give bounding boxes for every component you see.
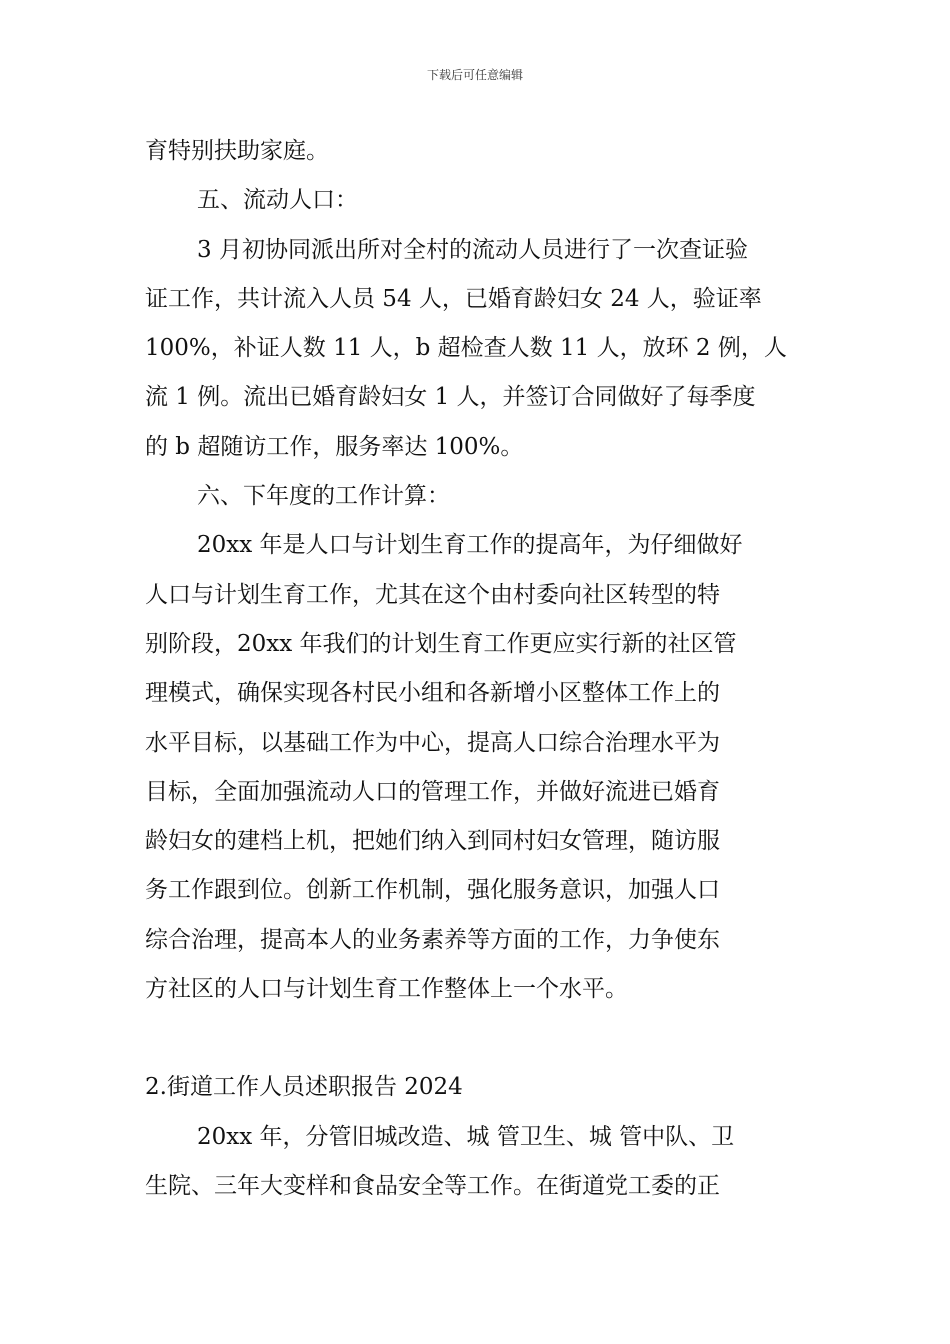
document-body (145, 127, 810, 1211)
text-line: 的 b 超随访工作，服务率达 100%。 (145, 433, 524, 460)
text-line: 综合治理，提高本人的业务素养等方面的工作，力争使东 (145, 926, 720, 953)
text-line: 人口与计划生育工作，尤其在这个由村委向社区转型的特 (145, 581, 720, 608)
text-line: 水平目标，以基础工作为中心，提高人口综合治理水平为 (145, 729, 720, 756)
text-line: 理模式，确保实现各村民小组和各新增小区整体工作上的 (145, 680, 720, 707)
text-line: 目标，全面加强流动人口的管理工作，并做好流进已婚育 (145, 778, 720, 805)
text-line: 证工作，共计流入人员 54 人，已婚育龄妇女 24 人，验证率 (145, 285, 762, 312)
section2-heading: 2.街道工作人员述职报告 2024 (145, 1074, 463, 1101)
text-line: 20xx 年，分管旧城改造、城 管卫生、城 管中队、卫 (197, 1123, 735, 1150)
section-heading-6: 六、下年度的工作计算： (197, 483, 450, 510)
text-line: 生院、三年大变样和食品安全等工作。在街道党工委的正 (145, 1172, 720, 1199)
text-line: 龄妇女的建档上机，把她们纳入到同村妇女管理，随访服 (145, 828, 720, 855)
text-line: 务工作跟到位。创新工作机制，强化服务意识，加强人口 (145, 877, 720, 904)
text-line: 育特别扶助家庭。 (145, 138, 329, 164)
text-line: 3 月初协同派出所对全村的流动人员进行了一次查证验 (197, 236, 748, 263)
page-header: 下载后可任意编辑 (426, 68, 523, 82)
text-line: 100%，补证人数 11 人，b 超检查人数 11 人，放环 2 例，人 (145, 335, 787, 362)
section-gap (145, 1014, 810, 1063)
text-line: 方社区的人口与计划生育工作整体上一个水平。 (145, 976, 628, 1003)
text-line: 流 1 例。流出已婚育龄妇女 1 人，并签订合同做好了每季度 (145, 384, 756, 411)
text-line: 20xx 年是人口与计划生育工作的提高年，为仔细做好 (197, 532, 743, 559)
section-heading-5: 五、流动人口： (197, 187, 358, 214)
text-line: 别阶段，20xx 年我们的计划生育工作更应实行新的社区管 (145, 630, 737, 657)
